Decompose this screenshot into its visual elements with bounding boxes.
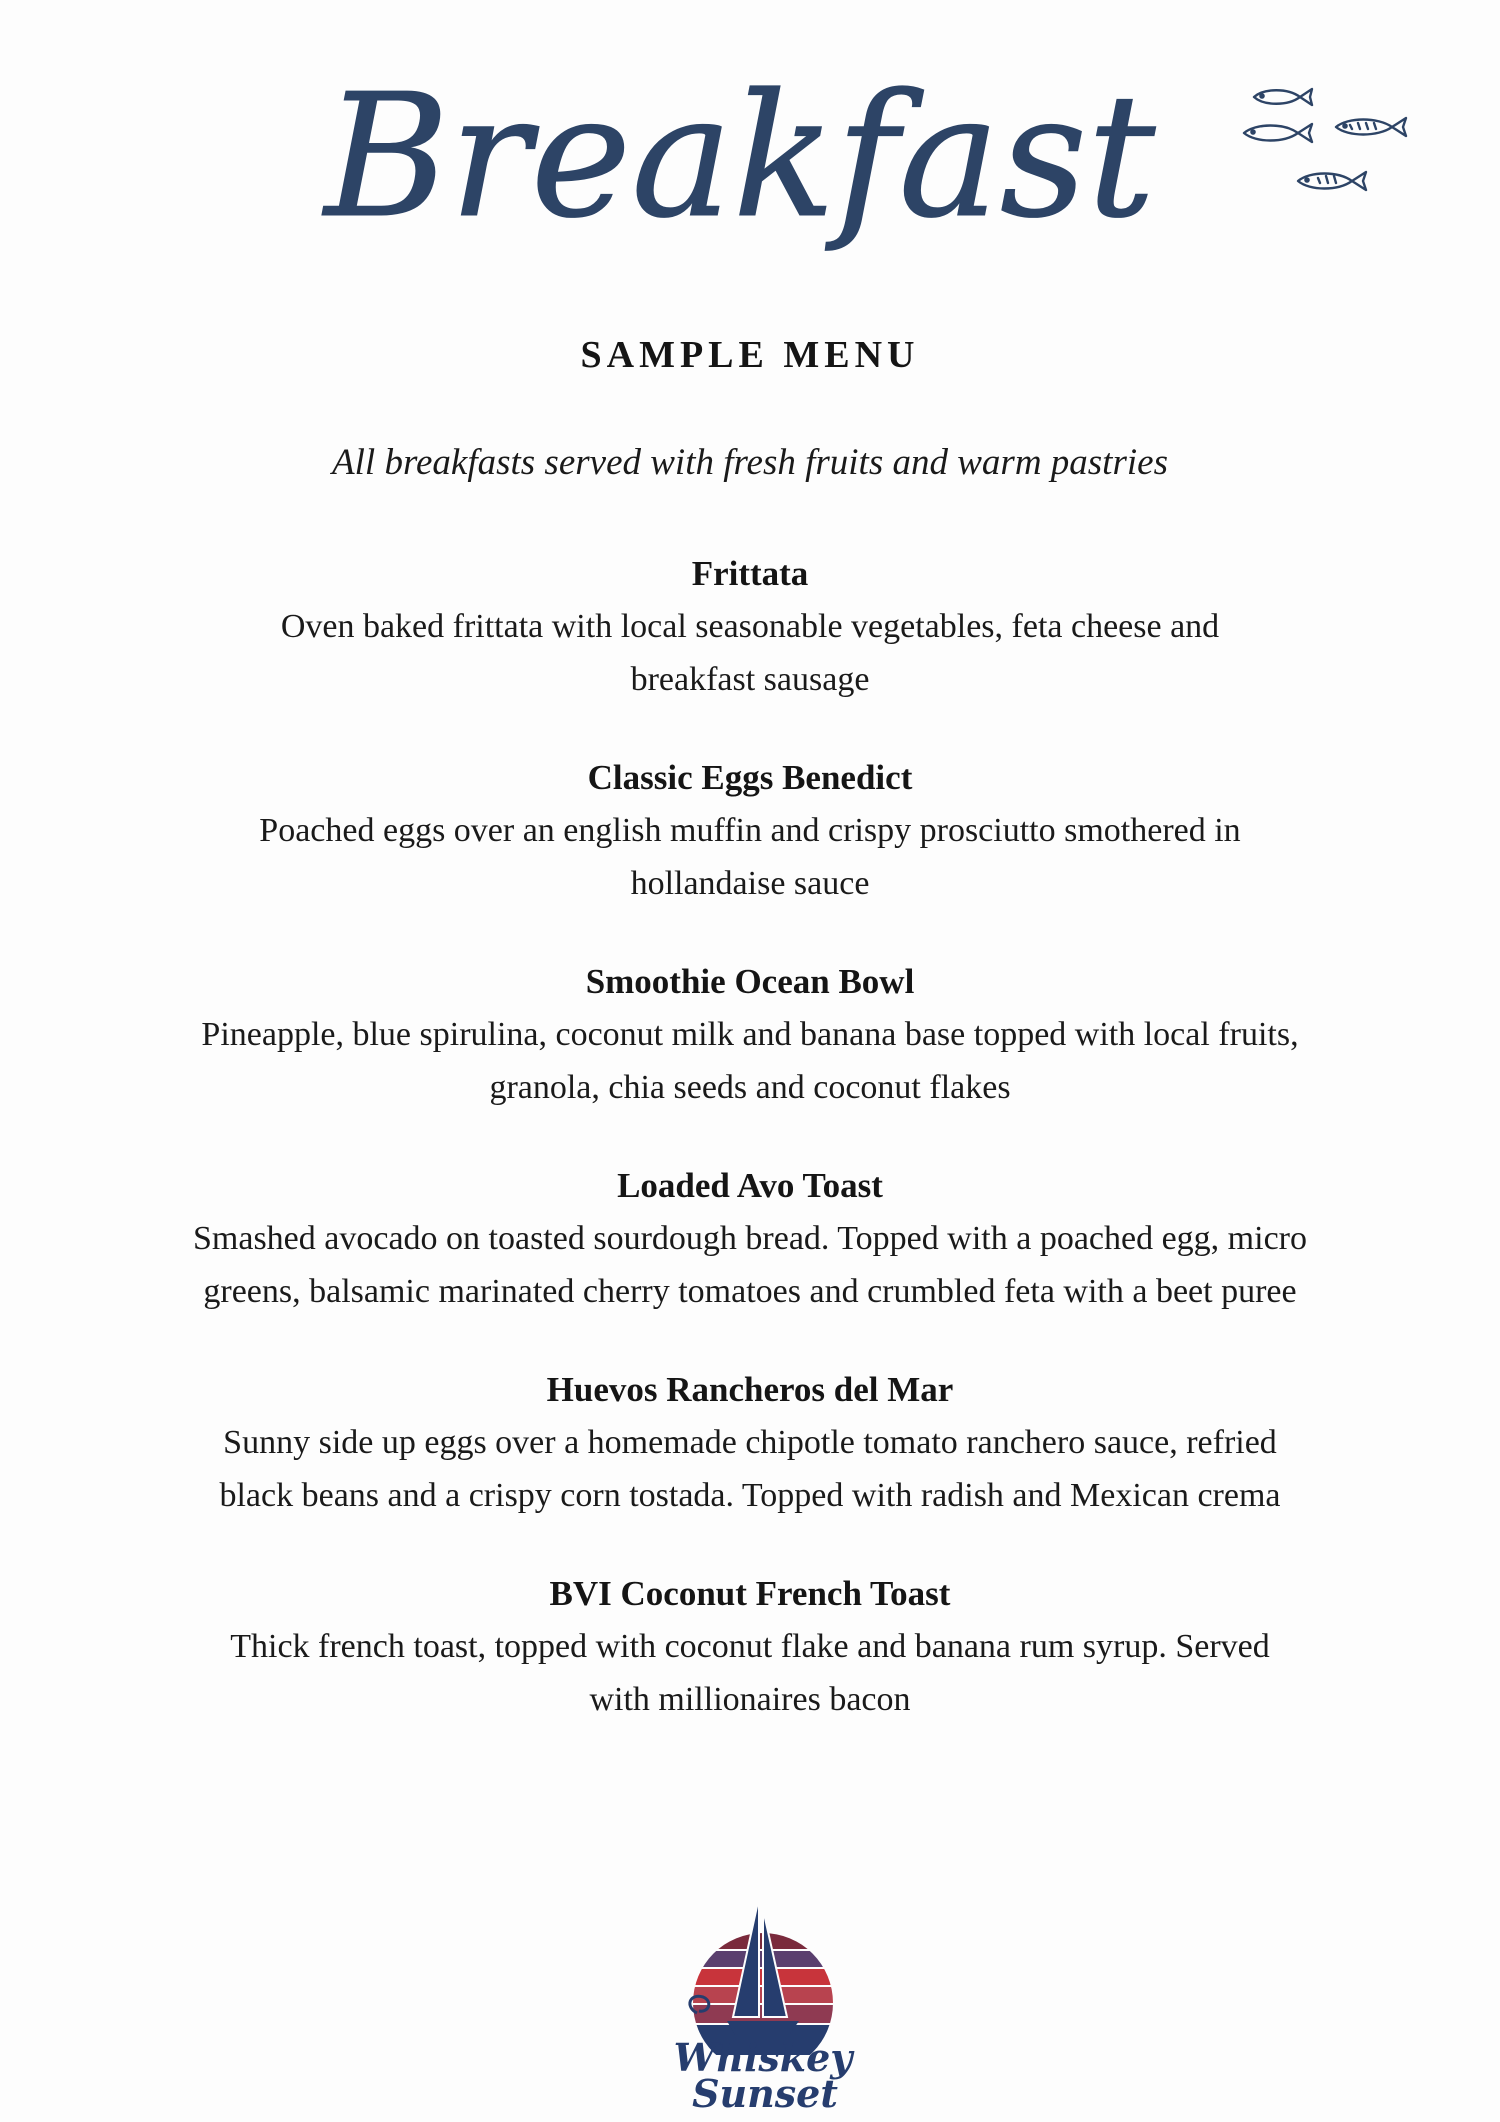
menu-item-frittata: [150, 548, 1350, 706]
logo-line2: Sunset: [692, 2071, 838, 2116]
menu-item-description: Poached eggs over an english muffin and crispy prosciutto smothered in hollandaise sauce: [259, 812, 1241, 902]
menu-item-description: Oven baked frittata with local seasonable vegetables, feta cheese and breakfast sausage: [280, 608, 1220, 698]
menu-item-description: Smashed avocado on toasted sourdough bread. Topped with a poached egg, micro greens, balsamic marinated cherry tomatoes and crumbled feta with a beet puree: [193, 1220, 1307, 1310]
logo-line1: Whiskey: [673, 2035, 853, 2080]
fish-icon-4: [1298, 172, 1366, 190]
breakfast-script-title: [324, 30, 1156, 300]
sample-menu-heading: SAMPLE MENU: [580, 334, 920, 376]
sailboat-logo-icon: [673, 1895, 853, 2116]
menu-item-name: Smoothie Ocean Bowl: [585, 962, 915, 1001]
menu-item-name: Loaded Avo Toast: [617, 1166, 883, 1205]
fish-icon-1: [1254, 89, 1312, 105]
menu-item-french-toast: [150, 1568, 1350, 1726]
fish-icon-3: [1336, 118, 1406, 136]
menu-item-description: Thick french toast, topped with coconut flake and banana rum syrup. Served with millionaires bacon: [230, 1628, 1270, 1718]
menu-item-name: Huevos Rancheros del Mar: [546, 1370, 954, 1409]
menu-item-description: Sunny side up eggs over a homemade chipotle tomato ranchero sauce, refried black beans and a crispy corn tostada. Topped with radish and Mexican crema: [219, 1424, 1281, 1514]
menu-list: [150, 548, 1350, 1772]
title-text: Breakfast: [324, 58, 1156, 256]
menu-item-eggs-benedict: [150, 752, 1350, 910]
menu-subtitle: All breakfasts served with fresh fruits and warm pastries: [332, 442, 1168, 483]
menu-item-avo-toast: [150, 1160, 1350, 1318]
fish-icon-2: [1244, 124, 1312, 142]
fish-icon: [1240, 85, 1420, 210]
menu-item-name: Frittata: [691, 554, 809, 593]
menu-item-huevos-rancheros: [150, 1364, 1350, 1522]
menu-item-name: Classic Eggs Benedict: [587, 758, 913, 797]
menu-item-smoothie-bowl: [150, 956, 1350, 1114]
breakfast-script-svg: [324, 30, 1156, 300]
menu-item-name: BVI Coconut French Toast: [549, 1574, 951, 1613]
menu-item-description: Pineapple, blue spirulina, coconut milk and banana base topped with local fruits, granola, chia seeds and coconut flakes: [201, 1016, 1299, 1106]
